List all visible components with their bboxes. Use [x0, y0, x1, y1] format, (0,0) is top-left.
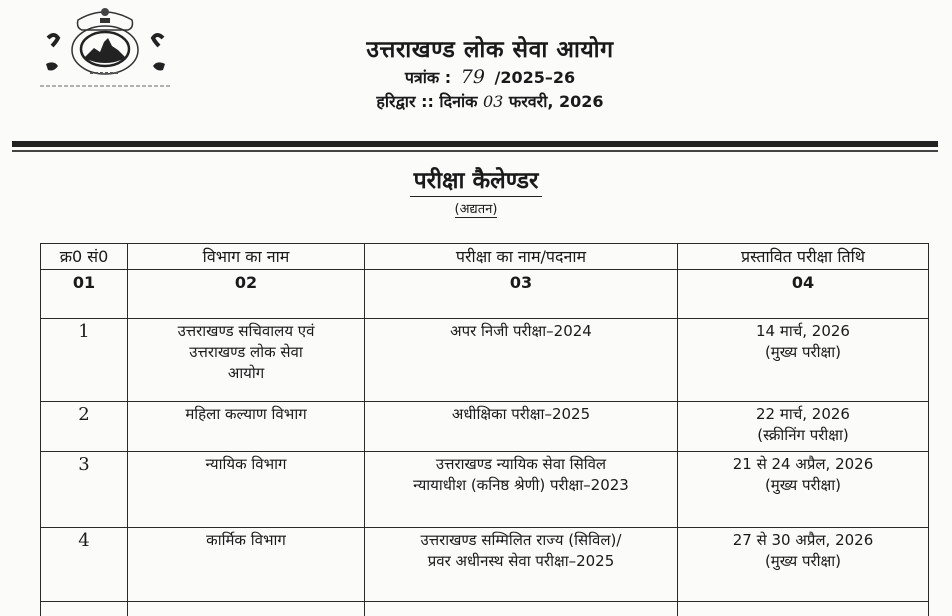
header-divider-thick	[12, 141, 938, 147]
document-title	[330, 163, 622, 195]
col-number: 02	[128, 270, 365, 319]
department-cell	[128, 319, 365, 402]
date-type: (मुख्य परीक्षा)	[682, 342, 924, 363]
department-line: उत्तराखण्ड लोक सेवा	[132, 342, 360, 363]
department-line: आयोग	[132, 363, 360, 384]
exam-line: उत्तराखण्ड न्यायिक सेवा सिविल	[369, 454, 673, 475]
serial-cell: 2	[41, 402, 128, 452]
exam-line: प्रवर अधीनस्थ सेवा परीक्षा–2025	[369, 551, 673, 572]
department-cell	[128, 602, 365, 616]
department-line: उत्तराखण्ड सचिवालय एवं	[132, 321, 360, 342]
date-cell	[678, 602, 929, 616]
date-cell	[678, 402, 929, 452]
exam-line: उत्तराखण्ड सम्मिलित राज्य (सिविल)/	[369, 530, 673, 551]
col-number: 01	[41, 270, 128, 319]
department-line: कार्मिक विभाग	[132, 530, 360, 551]
date-line: 21 से 24 अप्रैल, 2026	[682, 454, 924, 475]
date-line: 14 मार्च, 2026	[682, 321, 924, 342]
letter-label: पत्रांक :	[405, 68, 451, 87]
document-subtitle-text: (अद्यतन)	[455, 202, 498, 218]
department-cell	[128, 452, 365, 528]
serial-cell: 4	[41, 528, 128, 602]
col-header-department: विभाग का नाम	[128, 244, 365, 270]
col-header-serial: क्र0 सं0	[41, 244, 128, 270]
place-label: हरिद्वार :: दिनांक	[376, 92, 477, 111]
date-cell	[678, 452, 929, 528]
exam-cell	[365, 528, 678, 602]
letter-number	[300, 66, 680, 88]
exam-cell	[365, 602, 678, 616]
table-row	[41, 319, 929, 402]
exam-calendar-table	[40, 243, 929, 616]
serial-cell: 3	[41, 452, 128, 528]
col-header-date: प्रस्तावित परीक्षा तिथि	[678, 244, 929, 270]
table-row	[41, 452, 929, 528]
header-divider-thin	[12, 150, 938, 152]
department-cell	[128, 528, 365, 602]
exam-cell	[365, 452, 678, 528]
table-header-row	[41, 244, 929, 270]
table-row	[41, 528, 929, 602]
col-number: 03	[365, 270, 678, 319]
column-number-row	[41, 270, 929, 319]
serial-cell: 1	[41, 319, 128, 402]
exam-line: अपर निजी परीक्षा–2024	[369, 321, 673, 342]
date-cell	[678, 319, 929, 402]
table-row-partial	[41, 602, 929, 616]
date-line: 22 मार्च, 2026	[682, 404, 924, 425]
commission-emblem-icon	[38, 2, 173, 90]
date-line: 27 से 30 अप्रैल, 2026	[682, 530, 924, 551]
department-line: महिला कल्याण विभाग	[132, 404, 360, 425]
exam-cell	[365, 319, 678, 402]
date-day: 03	[483, 92, 503, 111]
exam-line: न्यायाधीश (कनिष्ठ श्रेणी) परीक्षा–2023	[369, 475, 673, 496]
date-rest: फरवरी, 2026	[509, 92, 604, 111]
exam-line: अधीक्षिका परीक्षा–2025	[369, 404, 673, 425]
organization-name: उत्तराखण्ड लोक सेवा आयोग	[300, 32, 680, 64]
date-type: (मुख्य परीक्षा)	[682, 475, 924, 496]
department-cell	[128, 402, 365, 452]
document-subtitle	[330, 199, 622, 217]
place-date	[300, 90, 680, 112]
table-row	[41, 402, 929, 452]
col-header-exam: परीक्षा का नाम/पदनाम	[365, 244, 678, 270]
exam-cell	[365, 402, 678, 452]
document-title-text: परीक्षा कैलेण्डर	[410, 168, 543, 197]
serial-cell	[41, 602, 128, 616]
letter-number-value: 79	[461, 66, 485, 88]
department-line: न्यायिक विभाग	[132, 454, 360, 475]
col-number: 04	[678, 270, 929, 319]
date-cell	[678, 528, 929, 602]
date-type: (मुख्य परीक्षा)	[682, 551, 924, 572]
letter-suffix: /2025–26	[495, 68, 576, 87]
date-type: (स्क्रीनिंग परीक्षा)	[682, 425, 924, 446]
